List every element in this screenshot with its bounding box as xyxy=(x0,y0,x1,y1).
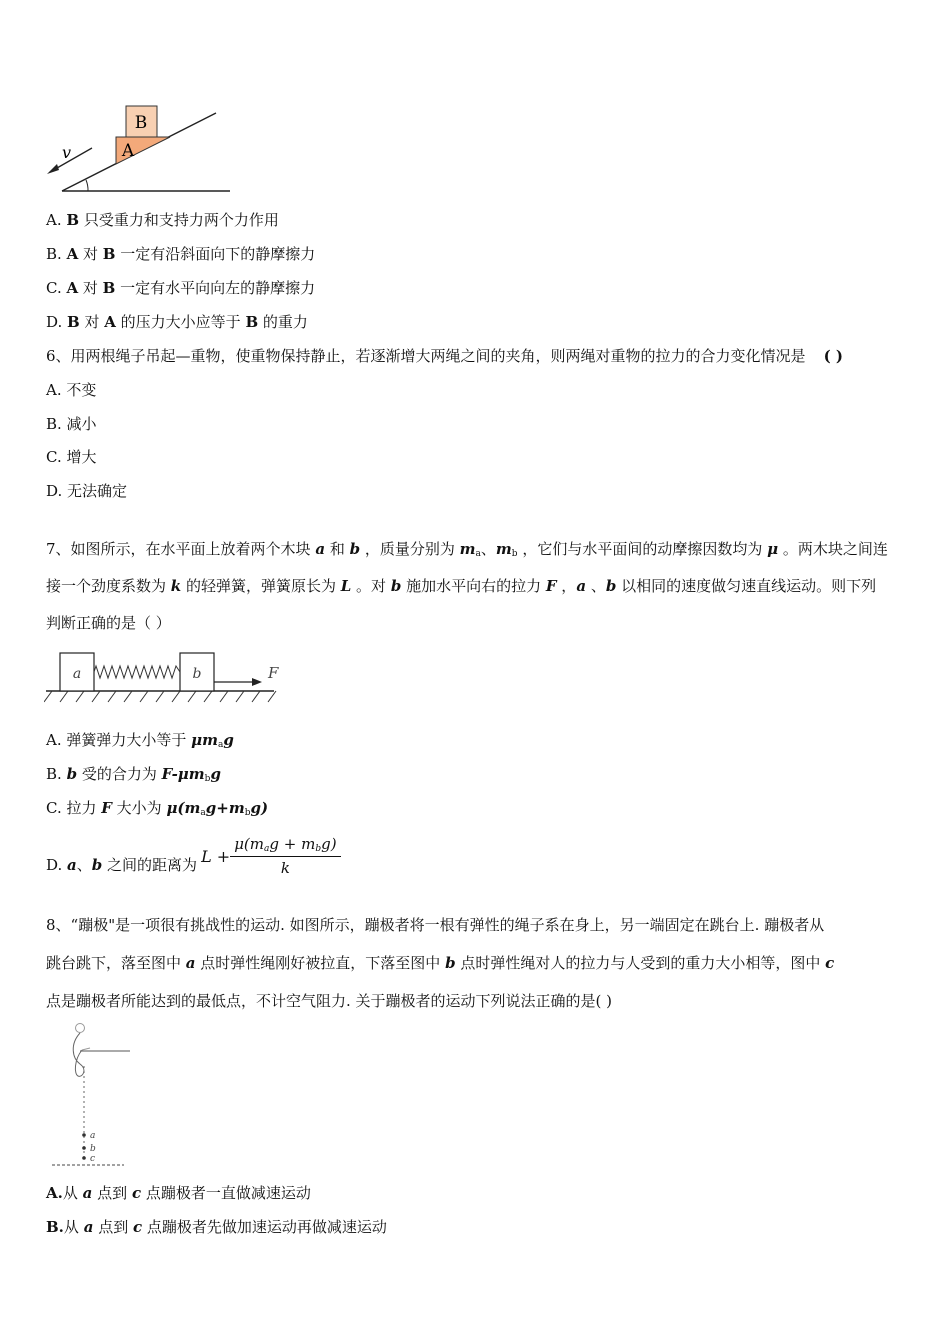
formula-lead: L + xyxy=(201,846,231,866)
q5-option-a: A. B 只受重力和支持力两个力作用 xyxy=(46,211,279,229)
label-a: a xyxy=(72,666,82,682)
q7-option-d: D. a、b 之间的距离为 L + $\frac{\mu(m_ag + m_bg)}{k}$ xyxy=(46,830,341,882)
incline-figure xyxy=(40,100,240,198)
q7-stem-line3: 判断正确的是（ ） xyxy=(46,614,171,632)
label-b: b xyxy=(192,666,202,682)
q8-option-b: B.从 a 点到 c 点蹦极者先做加速运动再做减速运动 xyxy=(46,1218,387,1236)
q6-option-c: C. 增大 xyxy=(46,448,97,466)
q7-stem-line1: 7、如图所示，在水平面上放着两个木块 a 和 b ，质量分别为 $m_a$、$m_b$ ，它们与水平面间的动摩擦因数均为 μ 。两木块之间连 xyxy=(46,540,888,559)
label-b: B xyxy=(134,113,148,133)
q6-option-a: A. 不变 xyxy=(46,381,97,399)
q6-bracket: ( ) xyxy=(823,347,843,365)
q8-stem-line1: 8、“蹦极"是一项很有挑战性的运动. 如图所示，蹦极者将一根有弹性的绳子系在身上，另一端固定在跳台上. 蹦极者从 xyxy=(46,916,825,934)
q8-stem-line2: 跳台跳下，落至图中 a 点时弹性绳刚好被拉直，下落至图中 b 点时弹性绳对人的拉力与人受到的重力大小相等，图中 c xyxy=(46,954,835,972)
q6-option-d: D. 无法确定 xyxy=(46,482,128,500)
force-label: F xyxy=(268,664,279,682)
q5-option-b: B. A 对 B 一定有沿斜面向下的静摩擦力 xyxy=(46,245,316,263)
q6-stem: 6、用两根绳子吊起—重物，使重物保持静止，若逐渐增大两绳之间的夹角，则两绳对重物的拉力的合力变化情况是 ( ) xyxy=(46,347,843,365)
q6-option-b: B. 减小 xyxy=(46,415,97,433)
velocity-label: v xyxy=(62,143,72,162)
q5-option-c: C. A 对 B 一定有水平向向左的静摩擦力 xyxy=(46,279,316,297)
label-a: A xyxy=(121,141,135,161)
q7-option-a: A. 弹簧弹力大小等于 $\mu m_ag$ xyxy=(46,731,234,750)
spring xyxy=(94,666,180,678)
q7-option-b: B. b 受的合力为 $F-\mu m_bg$ xyxy=(46,765,221,784)
bungee-figure xyxy=(44,1020,144,1172)
point-c: c xyxy=(90,1154,96,1164)
point-a: a xyxy=(90,1131,96,1141)
q5-option-d: D. B 对 A 的压力大小应等于 B 的重力 xyxy=(46,313,308,331)
q7-option-c: C. 拉力 F 大小为 $\mu(m_ag+m_bg)$ xyxy=(46,799,269,818)
q8-stem-line3: 点是蹦极者所能达到的最低点，不计空气阻力. 关于蹦极者的运动下列说法正确的是( ) xyxy=(46,992,613,1010)
spring-blocks-figure xyxy=(44,650,284,710)
q7-stem-line2: 接一个劲度系数为 k 的轻弹簧，弹簧原长为 L 。对 b 施加水平向右的拉力 F ，a 、b 以相同的速度做匀速直线运动。则下列 xyxy=(46,577,877,595)
distance-formula: $\frac{\mu(m_ag + m_bg)}{k}$ xyxy=(230,835,340,877)
q8-option-a: A.从 a 点到 c 点蹦极者一直做减速运动 xyxy=(46,1184,311,1202)
point-b: b xyxy=(90,1144,96,1154)
